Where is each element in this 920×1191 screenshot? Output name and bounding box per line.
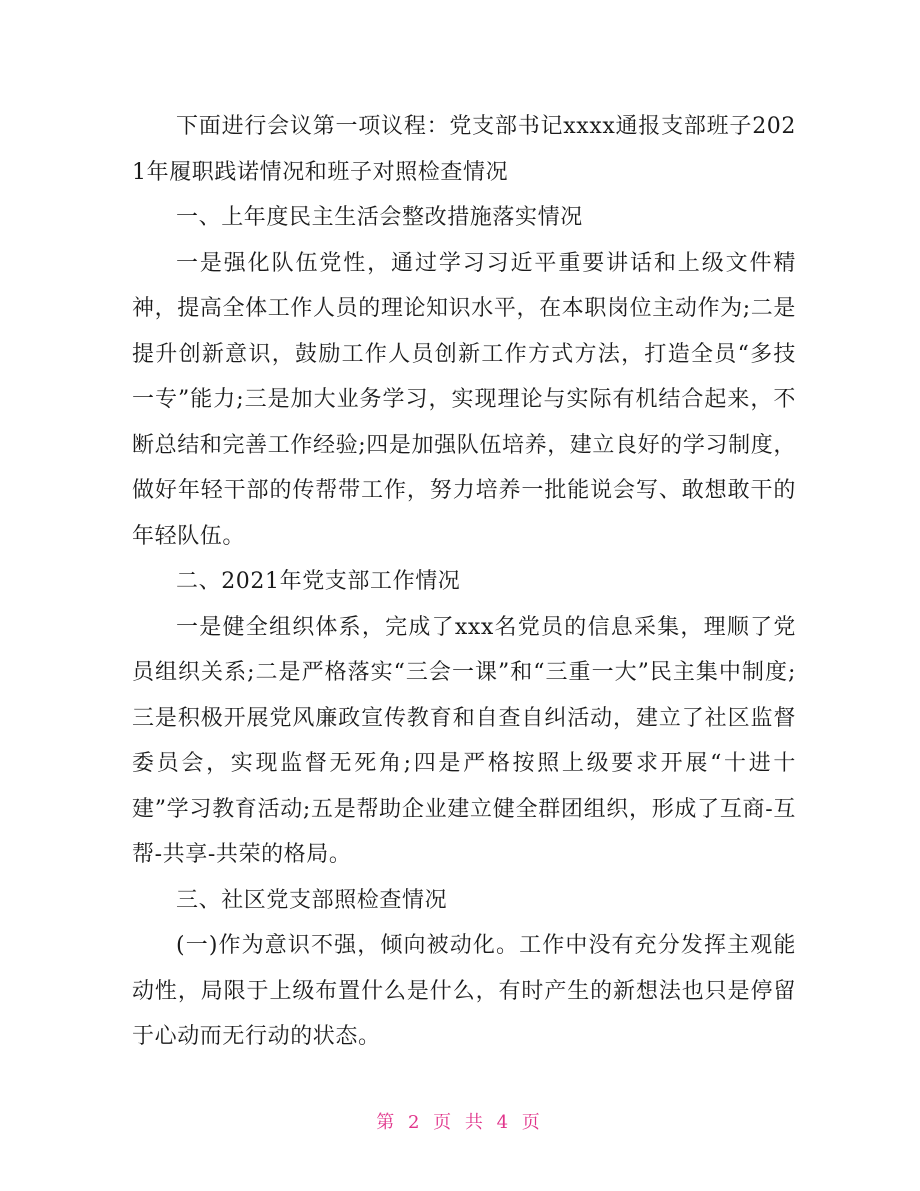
section-heading-1: 一、上年度民主生活会整改措施落实情况 bbox=[176, 205, 583, 230]
paragraph-inspection-1: (一)作为意识不强，倾向被动化。工作中没有充分发挥主观能动性，局限于上级布置什么是什么，有时产生的新想法也只是停留于心动而无行动的状态。 bbox=[132, 933, 796, 1049]
section-heading-3: 三、社区党支部照检查情况 bbox=[176, 887, 448, 913]
document-body bbox=[132, 104, 796, 1060]
paragraph-work-status: 一是健全组织体系，完成了xxx名党员的信息采集，理顺了党员组织关系;二是严格落实“三会一课”和“三重一大”民主集中制度;三是积极开展党风廉政宣传教育和自查自纠活动，建立了社区监督委员会，实现监督无死角;四是严格按照上级要求开展“十进十建”学习教育活动;五是帮助企业建立健全群团组织，形成了互商-互帮-共享-共荣的格局。 bbox=[132, 614, 796, 867]
paragraph-agenda-intro: 下面进行会议第一项议程：党支部书记xxxx通报支部班子2021年履职践诺情况和班子对照检查情况 bbox=[132, 114, 796, 185]
paragraph-rectification: 一是强化队伍党性，通过学习习近平重要讲话和上级文件精神，提高全体工作人员的理论知识水平，在本职岗位主动作为;二是提升创新意识，鼓励工作人员创新工作方式方法，打造全员“多技一专”能力;三是加大业务学习，实现理论与实际有机结合起来，不断总结和完善工作经验;四是加强队伍培养，建立良好的学习制度，做好年轻干部的传帮带工作，努力培养一批能说会写、敢想敢干的年轻队伍。 bbox=[132, 250, 796, 549]
page-number-footer: 第 2 页 共 4 页 bbox=[376, 1112, 544, 1133]
section-heading-2: 二、2021年党支部工作情况 bbox=[176, 569, 461, 594]
